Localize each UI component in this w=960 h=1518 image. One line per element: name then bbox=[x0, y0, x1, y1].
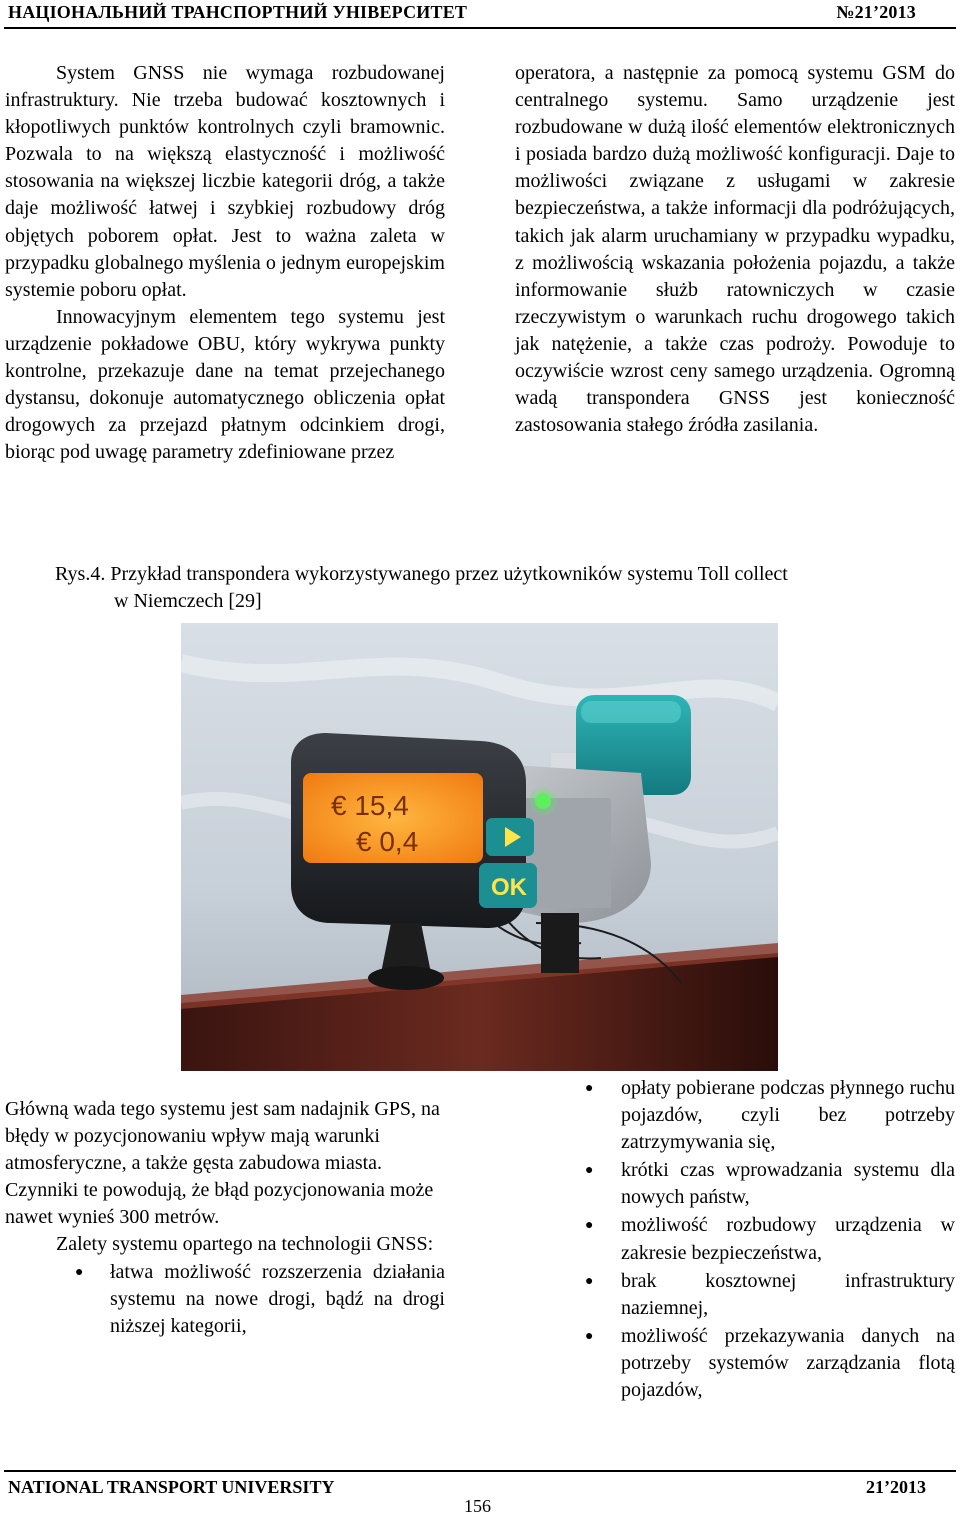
lcd-amount-top: € 15,4 bbox=[331, 790, 409, 821]
bullet-icon: ● bbox=[585, 1328, 594, 1344]
issue-number: №21’2013 bbox=[836, 2, 916, 22]
lcd-amount-bottom: € 0,4 bbox=[356, 826, 419, 857]
right-column-top bbox=[515, 60, 955, 439]
page-number: 156 bbox=[464, 1496, 491, 1516]
footer-issue: 21’2013 bbox=[866, 1477, 926, 1497]
advantages-list-right bbox=[515, 1075, 955, 1404]
left-column-bottom bbox=[5, 1096, 445, 1340]
footer-rule bbox=[4, 1470, 956, 1472]
left-column-top bbox=[5, 60, 445, 466]
figure-caption bbox=[55, 561, 955, 615]
journal-title: НАЦІОНАЛЬНИЙ ТРАНСПОРТНИЙ УНІВЕРСИТЕТ bbox=[8, 2, 468, 22]
header-rule bbox=[4, 27, 956, 29]
advantages-list-left bbox=[5, 1259, 445, 1340]
right-column-bottom bbox=[515, 1075, 955, 1405]
paragraph-gps-drawback: Główną wada tego systemu jest sam nadajnik GPS, na błędy w pozycjonowaniu wpływ mają warunki atmosferyczne, a także gęsta zabudowa miasta. Czynniki te powodują, że błąd pozycjonowania może nawet wynieś 300 metrów. bbox=[5, 1098, 440, 1229]
paragraph-advantages-intro: Zalety systemu opartego na technologii GNSS: bbox=[56, 1233, 434, 1256]
list-item: ● opłaty pobierane podczas płynnego ruchu pojazdów, czyli bez potrzeby zatrzymywania się, bbox=[585, 1077, 955, 1154]
paragraph-operator-gsm: operatora, a następnie za pomocą systemu GSM do centralnego systemu. Samo urządzenie jest rozbudowane w dużą ilość elementów elektronicznych i posiada bardzo dużą możliwość konfiguracji. Daje to możliwości związane z usługami w zakresie bezpieczeństwa, a także informacji dla podróżujących, takich jak alarm uruchamiany w przypadku wypadku, z możliwością wskazania położenia pojazdu, a także informowanie służb ratowniczych w czasie rzeczywistym o warunkach ruchu drogowego takich jak natężenie, a także czas podroży. Powoduje to oczywiście wzrost ceny samego urządzenia. Ogromną wadą transpondera GNSS jest konieczność zastosowania stałego źródła zasilania. bbox=[515, 62, 955, 437]
footer-journal-title: NATIONAL TRANSPORT UNIVERSITY bbox=[8, 1477, 335, 1497]
bullet-icon: ● bbox=[585, 1081, 594, 1096]
transponder-illustration bbox=[181, 623, 778, 1071]
bullet-icon: ● bbox=[585, 1218, 594, 1234]
figure-caption-line1: Rys.4. Przykład transpondera wykorzystywanego przez użytkowników systemu Toll collect bbox=[55, 563, 788, 585]
list-item: ● brak kosztownej infrastruktury naziemnej, bbox=[585, 1269, 955, 1319]
paragraph-gnss-infrastructure: System GNSS nie wymaga rozbudowanej infrastruktury. Nie trzeba budować kosztownych i kłopotliwych punktów kontrolnych czyli bramownic. Pozwala to na większą elastyczność i możliwość stosowania na większej liczbie kategorii dróg, a także daje możliwość łatwej i szybkiej rozbudowy dróg objętych poborem opłat. Jest to ważna zaleta w przypadku globalnego myślenia o jednym europejskim systemie poboru opłat. bbox=[5, 62, 445, 301]
bullet-icon: ● bbox=[585, 1273, 594, 1289]
figure-caption-line2: w Niemczech [29] bbox=[114, 590, 262, 612]
page-header bbox=[4, 0, 956, 24]
paragraph-obu-device: Innowacyjnym elementem tego systemu jest urządzenie pokładowe OBU, który wykrywa punkty kontrolne, przekazuje dane na temat przejechanego dystansu, dokonuje automatycznego obliczenia opłat drogowych za przejazd płatnym odcinkiem drogi, biorąc pod uwagę parametry zdefiniowane przez bbox=[5, 305, 445, 464]
list-item: ● łatwa możliwość rozszerzenia działania systemu na nowe drogi, bądź na drogi niższej kategorii, bbox=[75, 1260, 445, 1337]
list-item: ● krótki czas wprowadzania systemu dla nowych państw, bbox=[585, 1159, 955, 1209]
list-item: ● możliwość rozbudowy urządzenia w zakresie bezpieczeństwa, bbox=[585, 1214, 955, 1264]
ok-label: OK bbox=[491, 874, 527, 901]
transponder-photo bbox=[181, 623, 778, 1071]
list-item: ● możliwość przekazywania danych na potrzeby systemów zarządzania flotą pojazdów, bbox=[585, 1324, 955, 1402]
bullet-icon: ● bbox=[75, 1264, 84, 1280]
bullet-icon: ● bbox=[585, 1163, 594, 1179]
